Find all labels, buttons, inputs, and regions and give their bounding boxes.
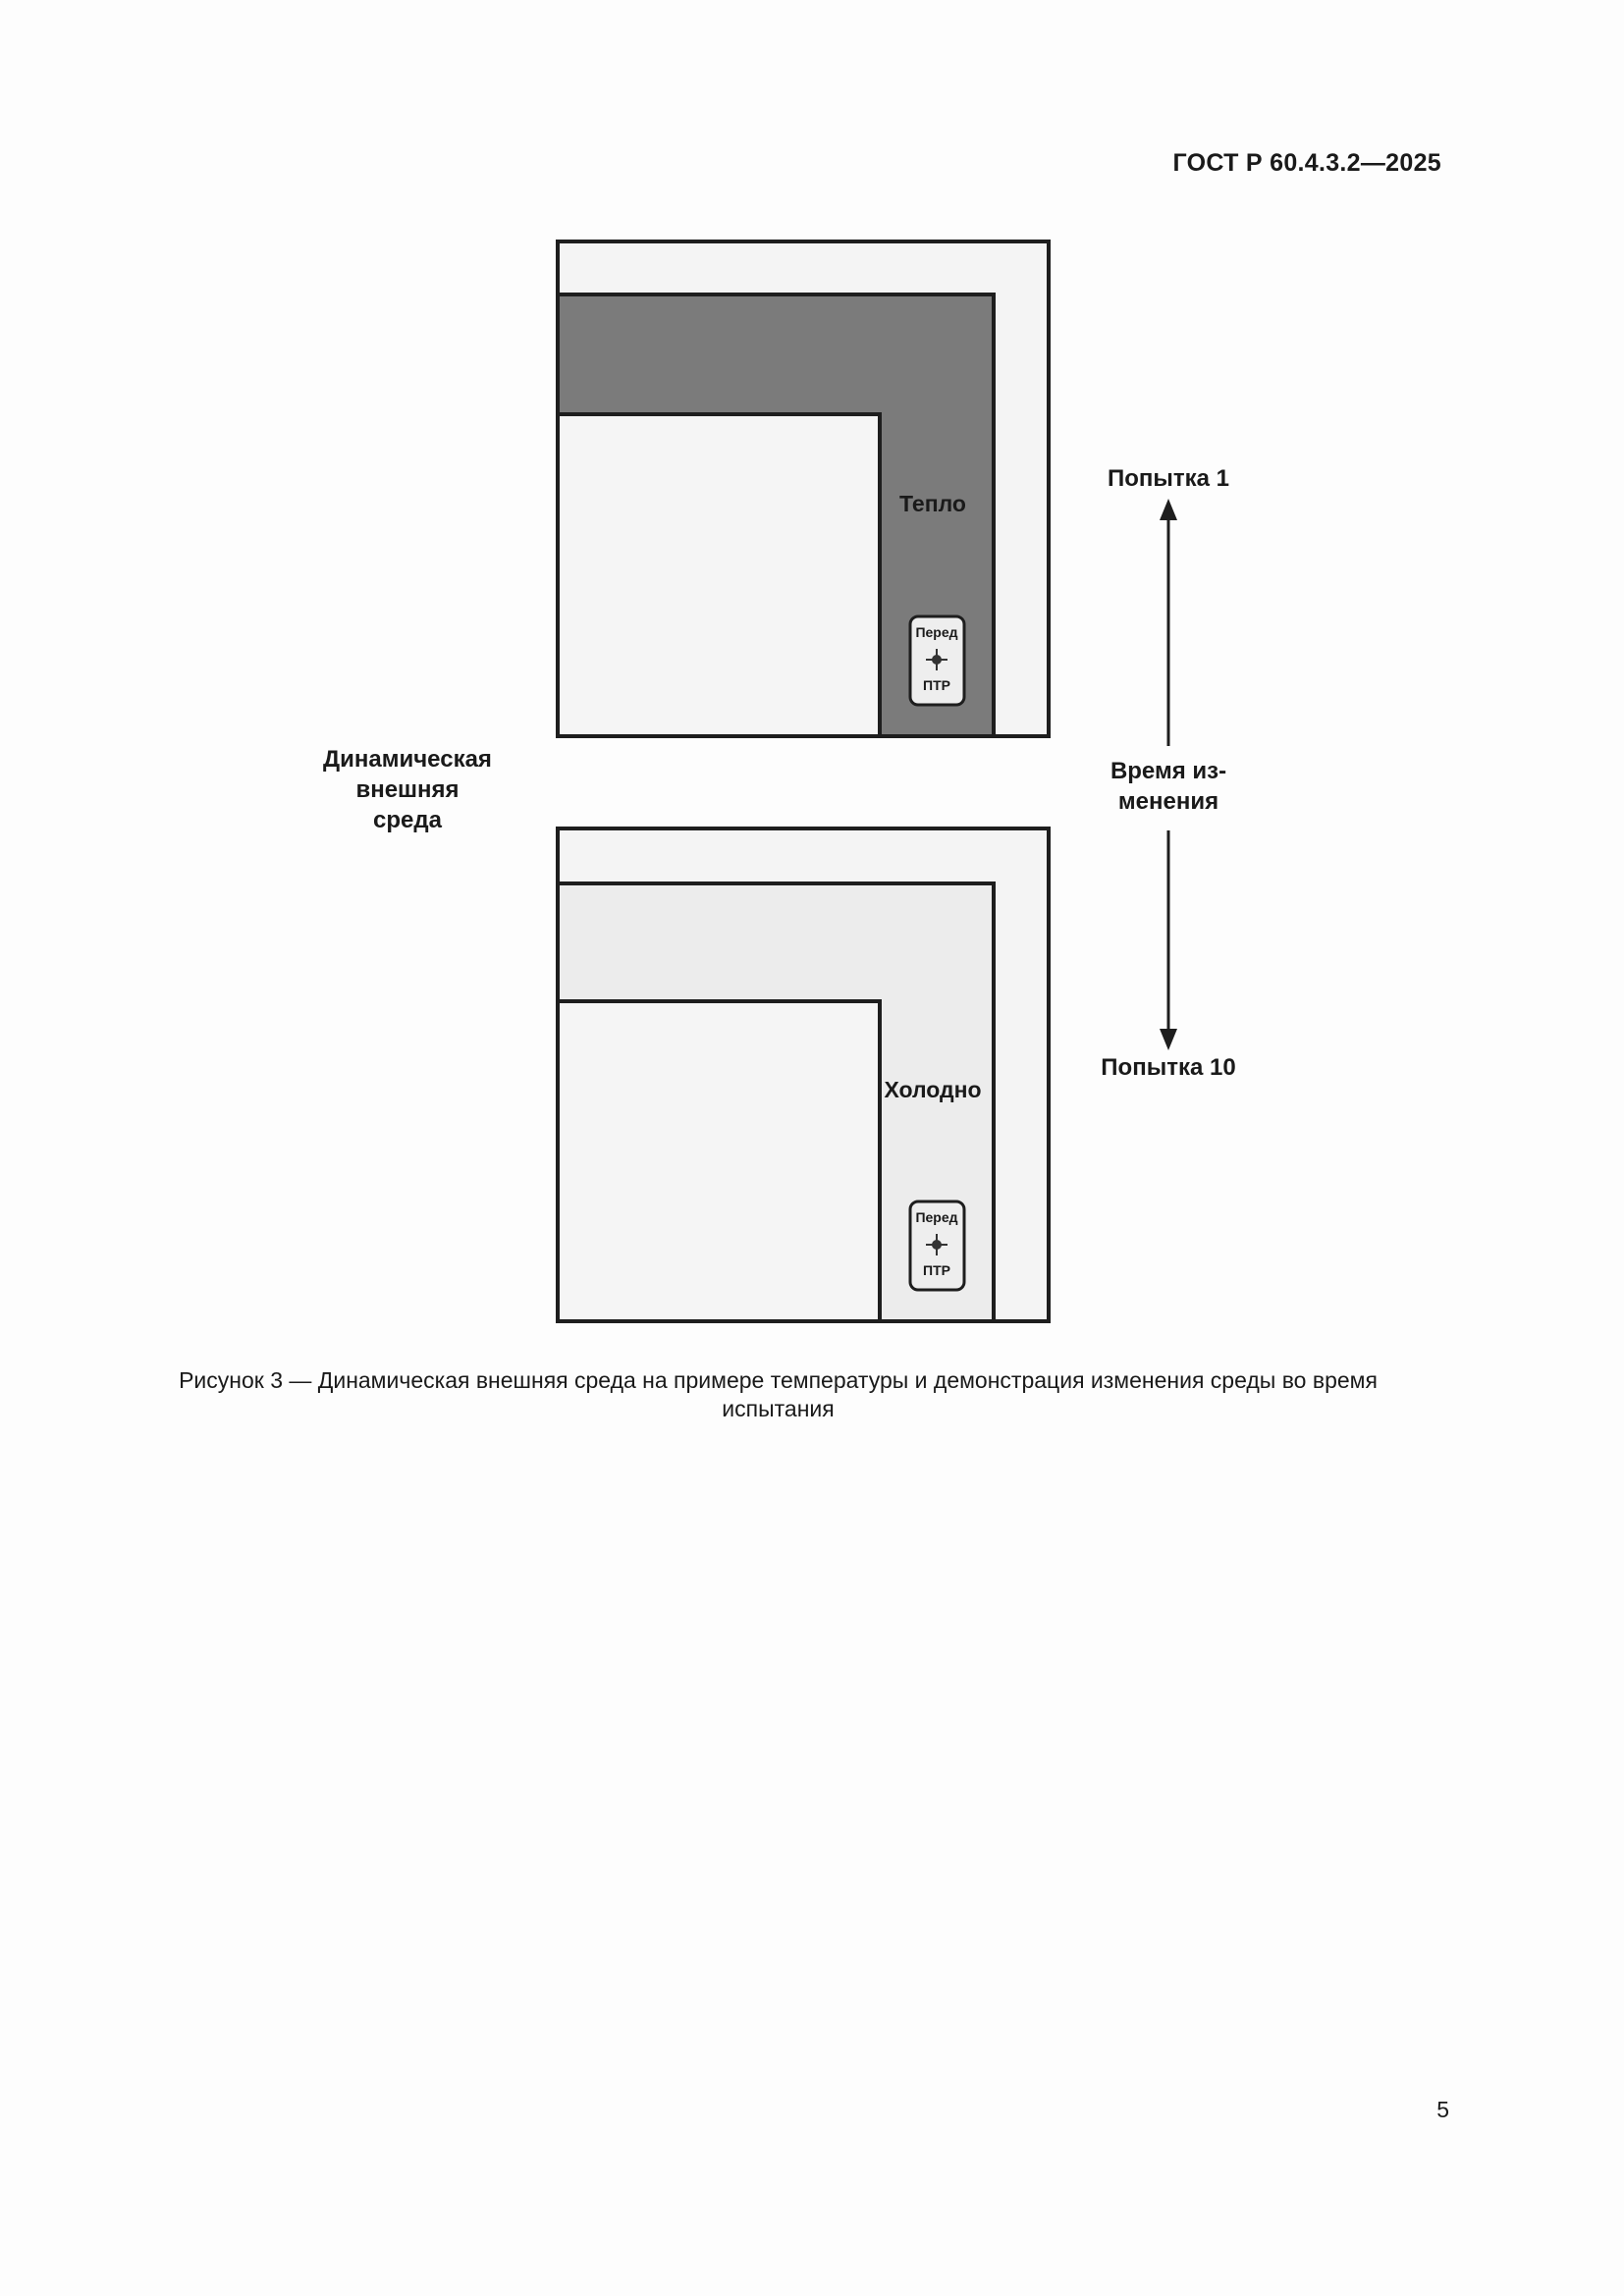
time-label-line: Время из- xyxy=(1110,758,1227,784)
caption-line: испытания xyxy=(722,1396,835,1421)
time-arrow-up-icon xyxy=(1160,499,1177,746)
cold-zone-label: Холодно xyxy=(884,1077,982,1102)
dynamic-environment-label xyxy=(295,744,520,835)
time-label-line: менения xyxy=(1117,788,1219,815)
cold-panel xyxy=(558,828,1049,1321)
warm-badge-top-text: Перед xyxy=(915,624,958,640)
document-code: ГОСТ Р 60.4.3.2—2025 xyxy=(1172,149,1441,177)
warm-panel xyxy=(558,241,1049,736)
time-arrow-down-icon xyxy=(1160,830,1177,1050)
warm-zone-label: Тепло xyxy=(899,491,966,516)
cold-badge-top-text: Перед xyxy=(915,1209,958,1225)
attempt-bottom-label: Попытка 10 xyxy=(1101,1054,1236,1081)
attempt-top-label: Попытка 1 xyxy=(1107,465,1230,492)
warm-inner-box xyxy=(558,414,880,736)
caption-line: Рисунок 3 — Динамическая внешняя среда на примере температуры и демонстрация изменения среды во время xyxy=(179,1367,1378,1393)
page-number: 5 xyxy=(1436,2097,1449,2122)
figure-caption xyxy=(118,1366,1438,1423)
change-time-label xyxy=(1080,756,1257,817)
left-label-line: среда xyxy=(373,807,442,833)
cold-inner-box xyxy=(558,1001,880,1321)
left-label-line: внешняя xyxy=(355,776,460,803)
cold-badge-bottom-text: ПТР xyxy=(923,1262,950,1278)
left-label-line: Динамическая xyxy=(323,746,492,773)
warm-badge-bottom-text: ПТР xyxy=(923,677,950,693)
